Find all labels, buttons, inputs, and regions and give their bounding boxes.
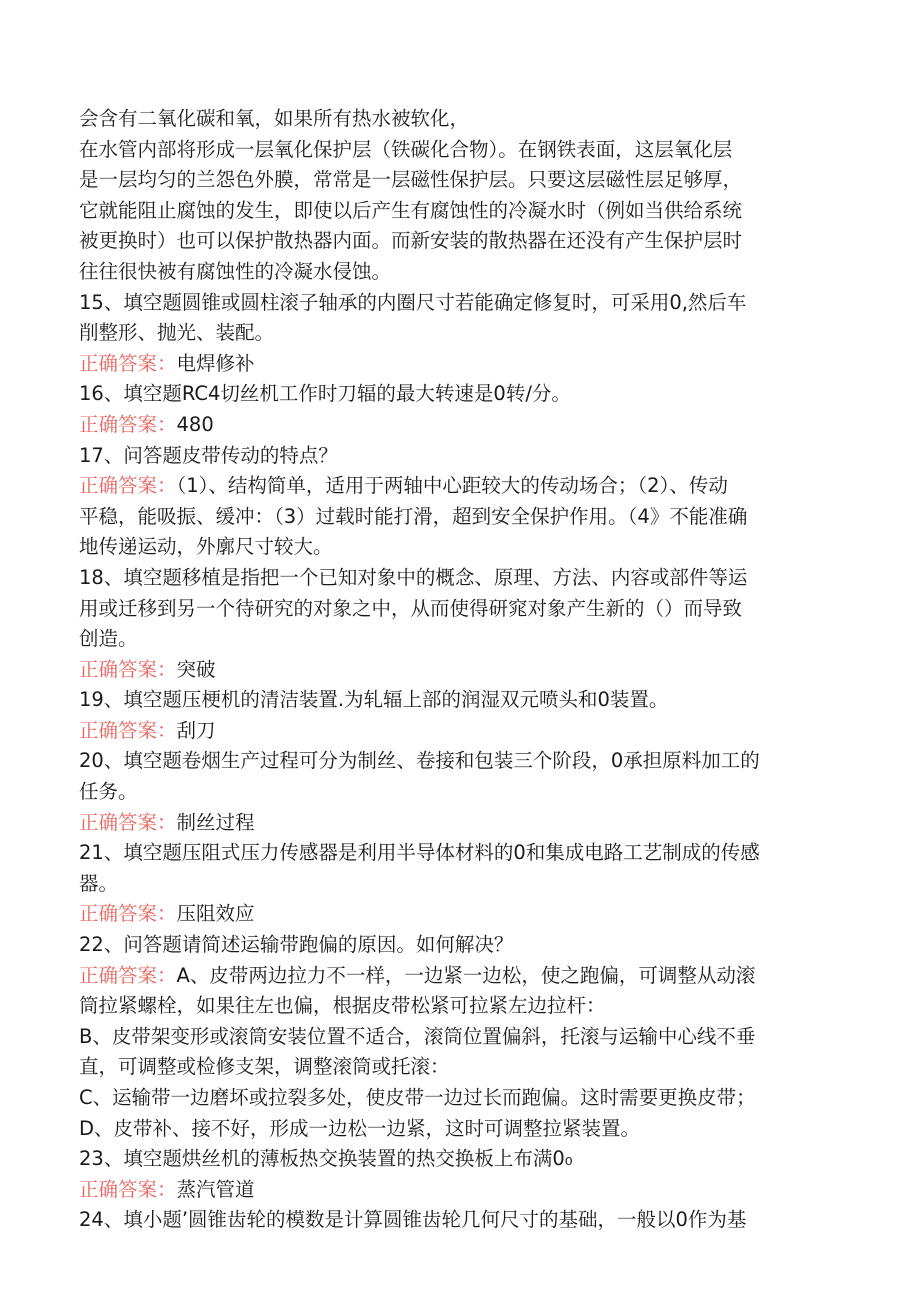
answer-text: 480	[176, 412, 214, 436]
answer-label: 正确答案：	[79, 474, 177, 498]
answer-label: 正确答案：	[79, 657, 177, 681]
answer-label: 正确答案：	[79, 963, 177, 987]
answer-22-continued: B、皮带架变形或滚筒安装位置不适合，滚筒位置偏斜，托滚与运输中心线不垂	[79, 1024, 756, 1048]
answer-label: 正确答案：	[79, 810, 177, 834]
question-15: 15、填空题圆锥或圆柱滚子轴承的内圈尺寸若能确定修复时，可采用0,然后车	[79, 290, 747, 314]
answer-text: 刮刀	[176, 718, 216, 742]
body-text-line: 被更换时）也可以保护散热器内面。而新安装的散热器在还没有产生保护层时	[79, 229, 743, 253]
answer-15	[79, 349, 834, 380]
answer-label: 正确答案：	[79, 412, 177, 436]
answer-text: 电焊修补	[176, 351, 255, 375]
answer-23	[79, 1175, 834, 1206]
question-20: 20、填空题卷烟生产过程可分为制丝、卷接和包装三个阶段，0承担原料加工的	[79, 749, 760, 773]
answer-label: 正确答案：	[79, 902, 177, 926]
body-text-line: 它就能阻止腐蚀的发生，即使以后产生有腐蚀性的冷凝水时（例如当供给系统	[79, 198, 743, 222]
question-23: 23、填空题烘丝机的薄板热交换装置的热交换板上布满0₀	[79, 1147, 573, 1171]
answer-17-continued: 平稳，能吸振、缓冲：（3）过载时能打滑，超到安全保护作用。（4》不能准确	[79, 504, 748, 528]
answer-text: 制丝过程	[176, 810, 255, 834]
question-21: 21、填空题压阻式压力传感器是利用半导体材料的0和集成电路工艺制成的传感	[79, 841, 760, 865]
answer-20	[79, 808, 834, 839]
answer-16	[79, 410, 834, 441]
answer-21	[79, 899, 834, 930]
answer-22-continued: 直，可调整或检修支架，调整滚筒或托滚：	[79, 1055, 450, 1079]
answer-22-continued: D、皮带补、接不好，形成一边松一边紧，这时可调整拉紧装置。	[79, 1116, 641, 1140]
answer-text: 突破	[176, 657, 216, 681]
question-17: 17、问答题皮带传动的特点？	[79, 443, 338, 467]
body-text-line: 往往很快被有腐蚀性的冷凝水侵蚀。	[79, 259, 392, 283]
body-text-line: 是一层均匀的兰怨色外膜，常常是一层磁性保护层。只要这层磁性层足够厚，	[79, 168, 743, 192]
answer-label: 正确答案：	[79, 1177, 177, 1201]
question-18: 18、填空题移植是指把一个已知对象中的概念、原理、方法、内容或部件等运	[79, 565, 748, 589]
question-16: 16、填空题RC4切丝机工作时刀辐的最大转速是0转/分。	[79, 382, 571, 406]
answer-label: 正确答案：	[79, 718, 177, 742]
question-15-continued: 削整形、抛光、装配。	[79, 321, 275, 345]
answer-text: 压阻效应	[176, 902, 255, 926]
body-text-line: 会含有二氧化碳和氧，如果所有热水被软化，	[79, 107, 470, 130]
answer-18	[79, 655, 834, 686]
answer-17-continued: 地传递运动，外廓尺寸较大。	[79, 535, 333, 559]
answer-text: （1）、结构简单，适用于两轴中心距较大的传动场合；（2）、传动	[176, 474, 728, 498]
answer-label: 正确答案：	[79, 351, 177, 375]
question-19: 19、填空题压梗机的清洁装置.为轧辐上部的润湿双元喷头和0装置。	[79, 688, 669, 712]
answer-text: A、皮带两边拉力不一样，一边紧一边松，使之跑偏，可调整从动滚	[176, 963, 756, 987]
answer-19	[79, 716, 834, 747]
answer-text: 蒸汽管道	[176, 1177, 255, 1201]
document-page	[79, 104, 834, 1236]
answer-17	[79, 471, 834, 502]
question-22: 22、问答题请简述运输带跑偏的原因。如何解决？	[79, 933, 514, 957]
question-24: 24、填小题’圆锥齿轮的模数是计算圆锥齿轮几何尺寸的基础，一般以0作为基	[79, 1208, 747, 1232]
answer-22-continued: C、运输带一边磨坏或拉裂多处，使皮带一边过长而跑偏。这时需要更换皮带；	[79, 1086, 756, 1109]
question-18-continued: 用或迁移到另一个待研究的对象之中，从而使得研窕对象产生新的（）而导致	[79, 596, 743, 620]
question-21-continued: 器。	[79, 871, 119, 895]
answer-22	[79, 961, 834, 992]
body-text-line: 在水管内部将形成一层氧化保护层（铁碳化合物）。在钢铁表面，这层氧化层	[79, 137, 733, 161]
answer-22-continued: 筒拉紧螺栓，如果往左也偏，根据皮带松紧可拉紧左边拉杆：	[79, 994, 606, 1018]
question-18-continued: 创造。	[79, 627, 138, 651]
question-20-continued: 任务。	[79, 780, 138, 804]
